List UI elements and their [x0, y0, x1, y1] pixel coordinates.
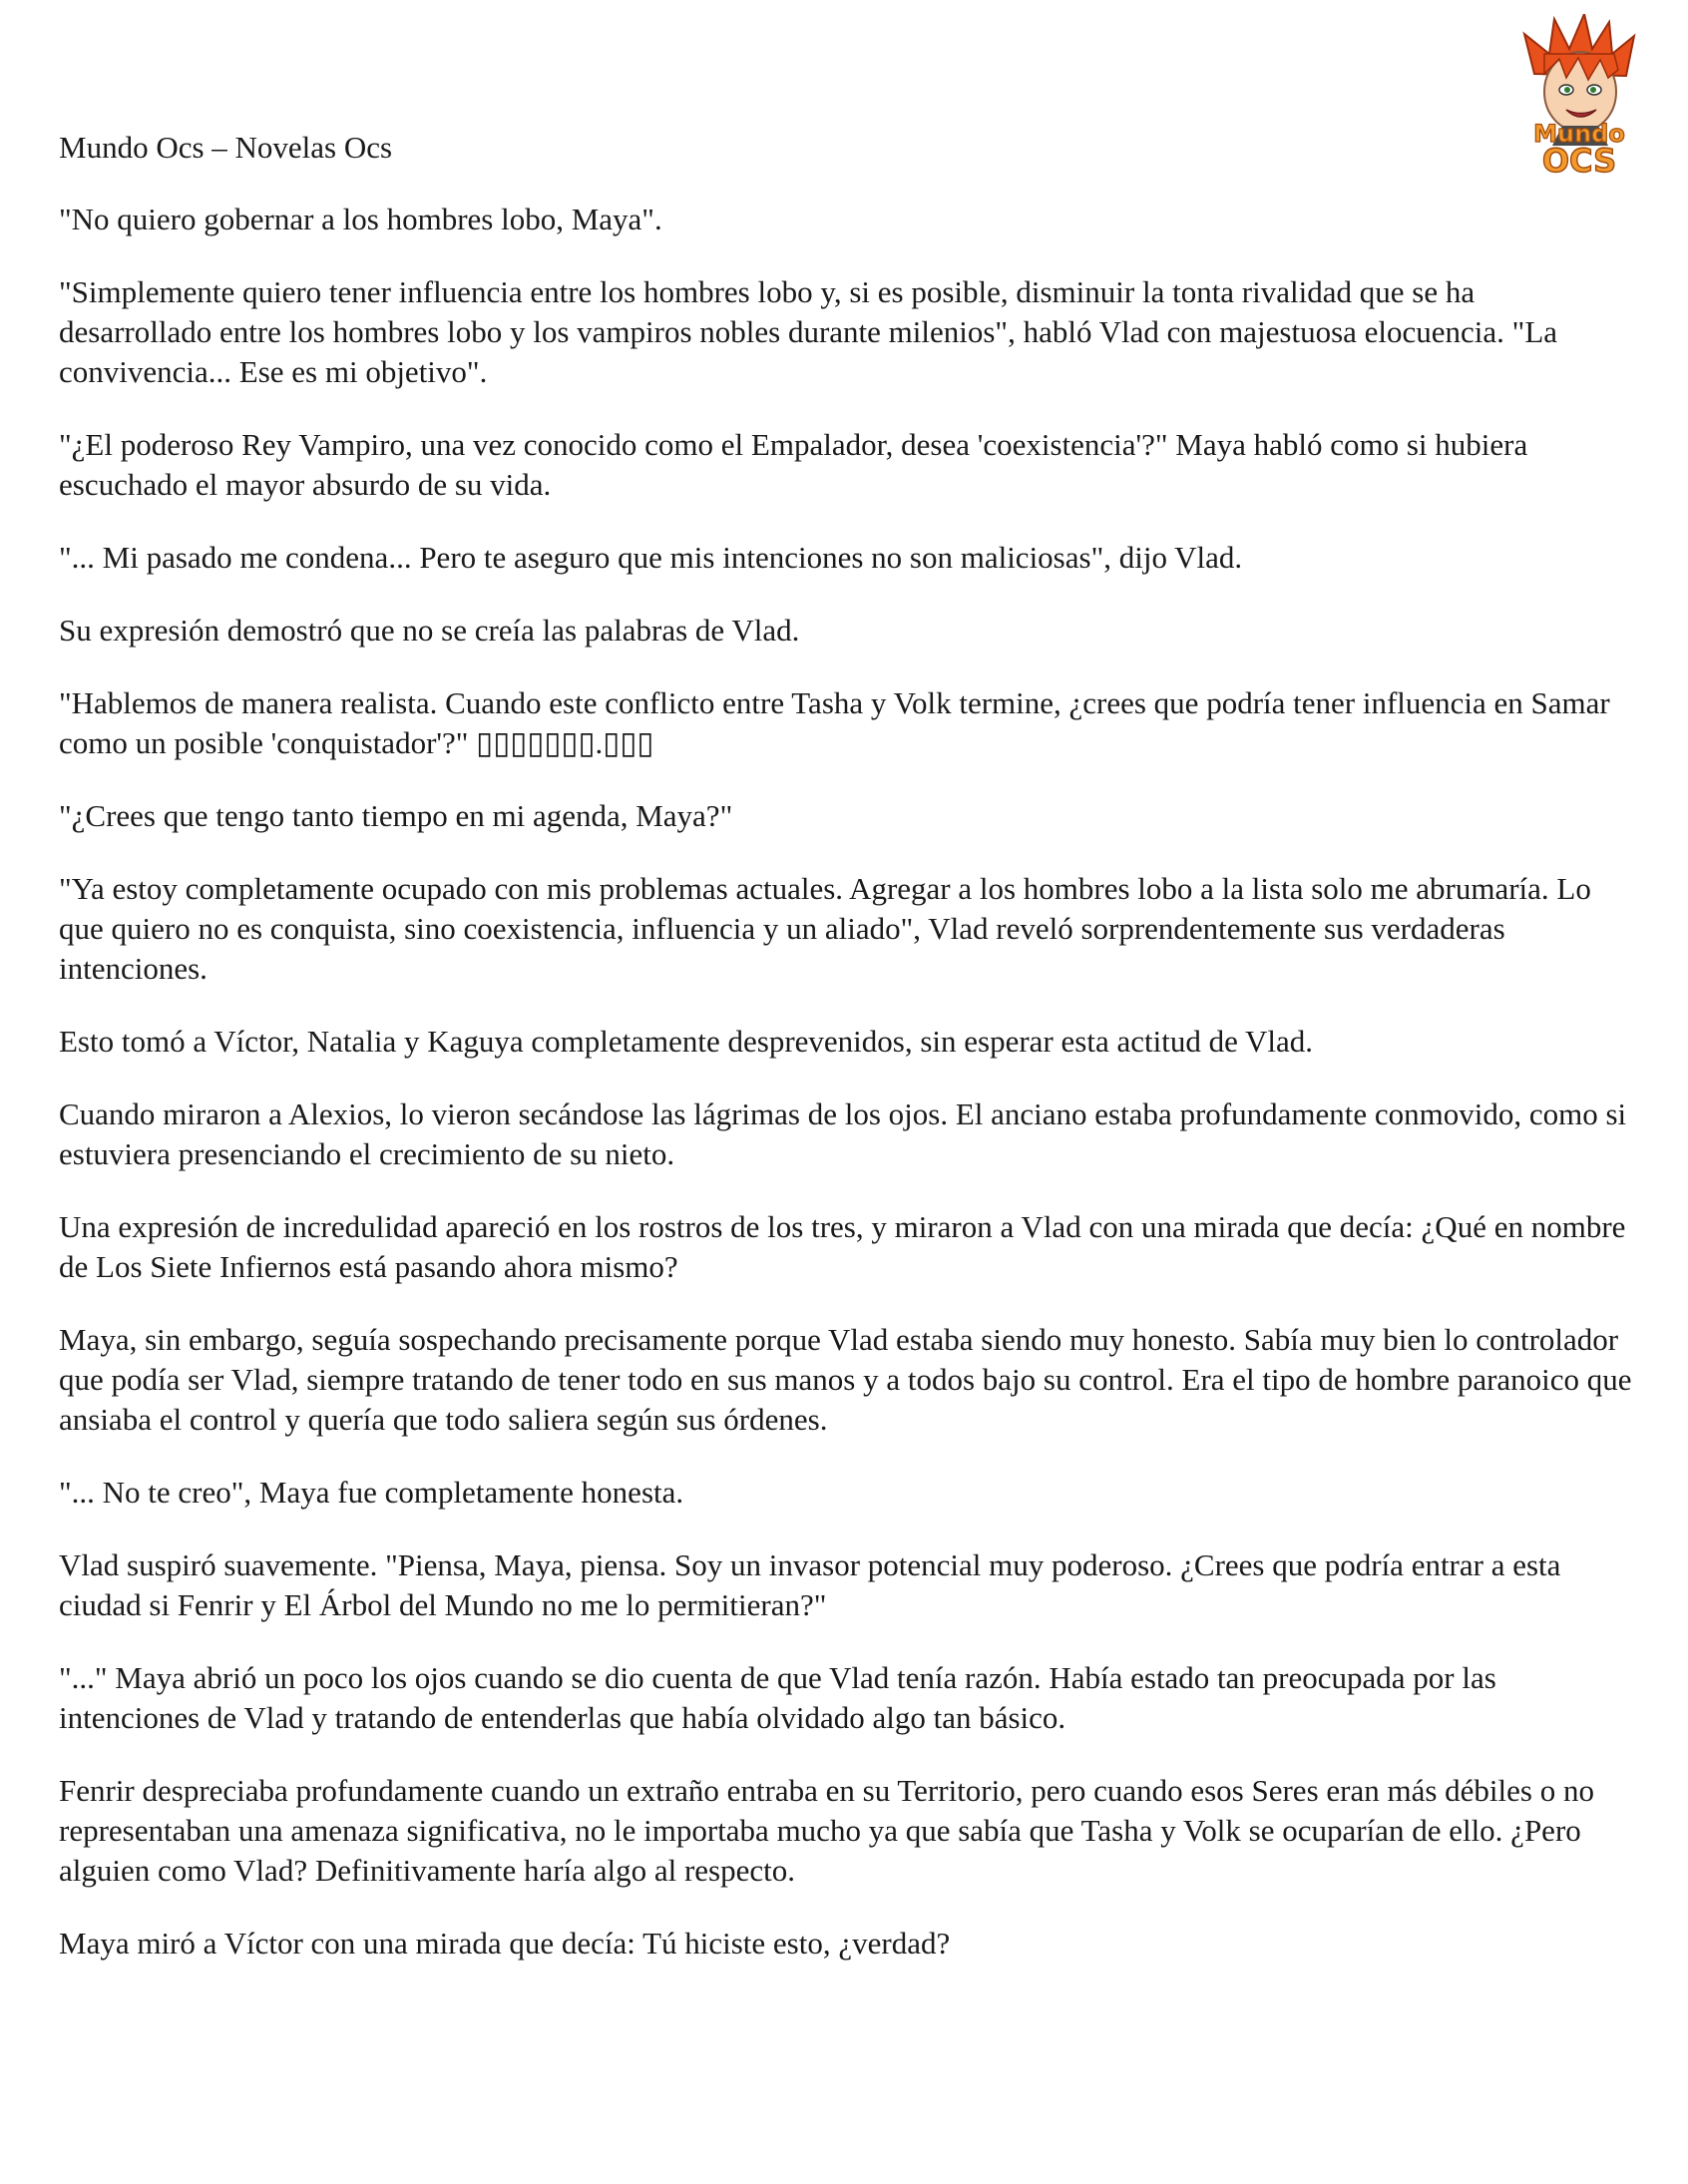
paragraph: Fenrir despreciaba profundamente cuando un extraño entraba en su Territorio, pero cuando esos Seres eran más débiles o no representaban una amenaza significativa, no le importaba mucho ya que sabía que Tasha y Volk se ocuparían de ello. ¿Pero alguien como Vlad? Definitivamente haría algo al respecto.	[59, 1773, 1594, 1888]
paragraph: "No quiero gobernar a los hombres lobo, Maya".	[59, 202, 662, 236]
paragraph: Cuando miraron a Alexios, lo vieron secándose las lágrimas de los ojos. El anciano estaba profundamente conmovido, como si estuviera presenciando el crecimiento de su nieto.	[59, 1096, 1627, 1171]
paragraph: Esto tomó a Víctor, Natalia y Kaguya completamente desprevenidos, sin esperar esta actitud de Vlad.	[59, 1024, 1314, 1059]
document-header: Mundo Ocs – Novelas Ocs	[59, 130, 393, 165]
paragraph: "Simplemente quiero tener influencia entre los hombres lobo y, si es posible, disminuir la tonta rivalidad que se ha desarrollado entre los hombres lobo y los vampiros nobles durante milenios", habló Vlad con majestuosa elocuencia. "La convivencia... Ese es mi objetivo".	[59, 274, 1558, 389]
document-body	[59, 128, 1635, 1996]
paragraph: Maya miró a Víctor con una mirada que decía: Tú hiciste esto, ¿verdad?	[59, 1926, 951, 1961]
paragraph: "... No te creo", Maya fue completamente honesta.	[59, 1475, 684, 1510]
paragraph: Vlad suspiró suavemente. "Piensa, Maya, piensa. Soy un invasor potencial muy poderoso. ¿Crees que podría entrar a esta ciudad si Fenrir y El Árbol del Mundo no me lo permitieran?"	[59, 1547, 1561, 1622]
logo-text-line2: OCS	[1541, 142, 1617, 180]
paragraph: "¿Crees que tengo tanto tiempo en mi agenda, Maya?"	[59, 798, 733, 833]
logo-text-line1: Mundo	[1533, 120, 1625, 148]
paragraph: "¿El poderoso Rey Vampiro, una vez conocido como el Empalador, desea 'coexistencia'?" Maya habló como si hubiera escuchado el mayor absurdo de su vida.	[59, 427, 1528, 502]
paragraph: "Ya estoy completamente ocupado con mis problemas actuales. Agregar a los hombres lobo a la lista solo me abrumaría. Lo que quiero no es conquista, sino coexistencia, influencia y un aliado", Vlad reveló sorprendentemente sus verdaderas intenciones.	[59, 871, 1591, 986]
paragraph: "..." Maya abrió un poco los ojos cuando se dio cuenta de que Vlad tenía razón. Había estado tan preocupada por las intenciones de Vlad y tratando de entenderlas que había olvidado algo tan básico.	[59, 1660, 1496, 1735]
paragraph: Su expresión demostró que no se creía las palabras de Vlad.	[59, 613, 800, 648]
paragraph: "Hablemos de manera realista. Cuando este conflicto entre Tasha y Volk termine, ¿crees que podría tener influencia en Samar como un posible 'conquistador'?" ▯▯▯▯▯▯▯.▯▯▯	[59, 685, 1610, 760]
paragraph: Maya, sin embargo, seguía sospechando precisamente porque Vlad estaba siendo muy honesto. Sabía muy bien lo controlador que podía ser Vlad, siempre tratando de tener todo en sus manos y a todos bajo su control. Era el tipo de hombre paranoico que ansiaba el control y quería que todo saliera según sus órdenes.	[59, 1322, 1632, 1437]
paragraph: "... Mi pasado me condena... Pero te aseguro que mis intenciones no son maliciosas", dijo Vlad.	[59, 540, 1243, 575]
paragraph: Una expresión de incredulidad apareció en los rostros de los tres, y miraron a Vlad con una mirada que decía: ¿Qué en nombre de Los Siete Infiernos está pasando ahora mismo?	[59, 1209, 1626, 1284]
